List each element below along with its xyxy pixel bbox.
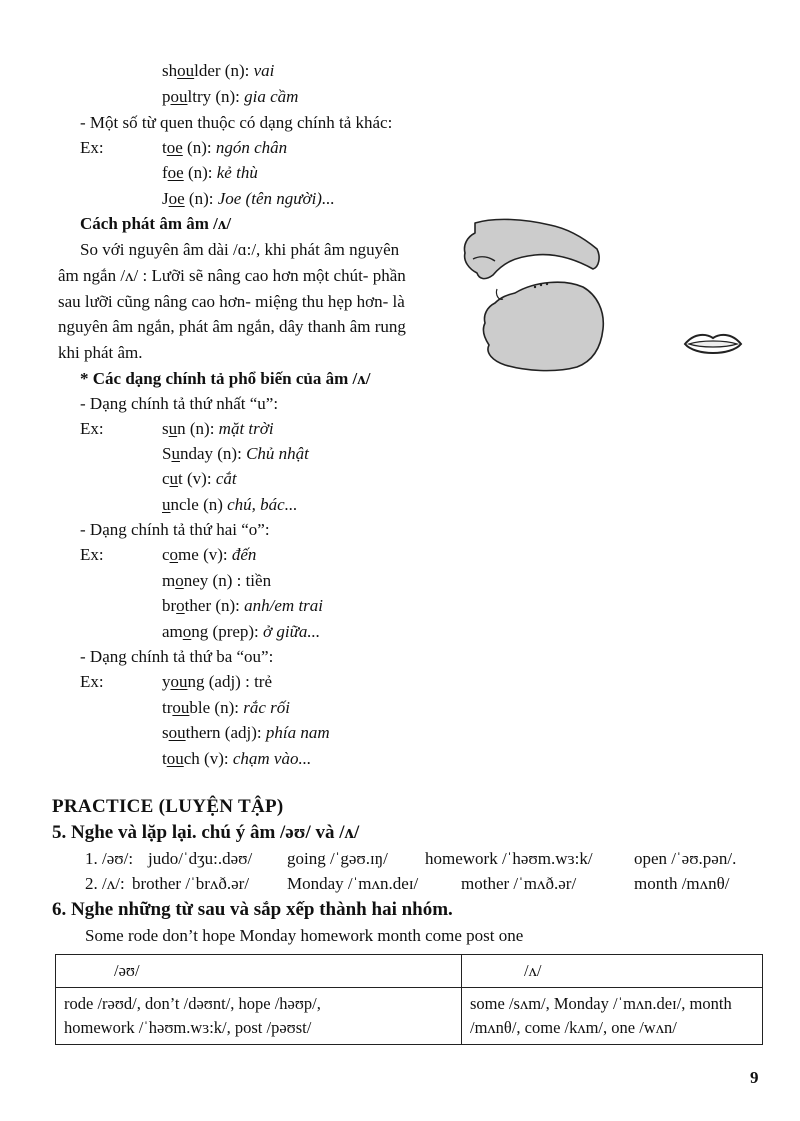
ex5-line2-label: 2. /ʌ/: bbox=[85, 874, 125, 893]
ex5-line1-label: 1. /əʊ/: bbox=[85, 849, 134, 868]
pron-heading: Cách phát âm âm /ʌ/ bbox=[80, 214, 232, 233]
table-header-row bbox=[56, 955, 763, 988]
word-poultry: poultry (n): gia cầm bbox=[162, 87, 299, 106]
exercise-6-words: Some rode don’t hope Monday homework month come post one bbox=[85, 926, 524, 945]
ex5-judo: judo/ˈdʒu:.dəʊ/ bbox=[148, 849, 253, 868]
lips-icon bbox=[683, 330, 743, 358]
exercise-6-heading: 6. Nghe những từ sau và sắp xếp thành hai nhóm. bbox=[52, 899, 453, 920]
sort-table bbox=[55, 954, 763, 1045]
col-ʌ-cell bbox=[462, 988, 763, 1045]
ex5-monday: Monday /ˈmʌn.deɪ/ bbox=[287, 874, 419, 893]
word-uncle: uncle (n) chú, bác... bbox=[162, 495, 298, 514]
ex-label: Ex: bbox=[80, 138, 104, 157]
common-forms-heading: * Các dạng chính tả phổ biến của âm /ʌ/ bbox=[80, 369, 371, 388]
pron-line-2: âm ngắn /ʌ/ : Lưỡi sẽ nâng cao hơn một chút- phần bbox=[58, 266, 406, 285]
ex5-homework: homework /ˈhəʊm.wɜ:k/ bbox=[425, 849, 593, 868]
ex5-brother: brother /ˈbrʌð.ər/ bbox=[132, 874, 250, 893]
exercise-5-heading: 5. Nghe và lặp lại. chú ý âm /əʊ/ và /ʌ/ bbox=[52, 822, 360, 843]
col-oʊ-cell bbox=[56, 988, 462, 1045]
word-shoulder: shoulder (n): vai bbox=[162, 61, 275, 80]
tongue-position-diagram bbox=[455, 215, 615, 375]
pron-line-4: nguyên âm ngắn, phát âm ngắn, dây thanh âm rung bbox=[58, 317, 406, 336]
word-touch: touch (v): chạm vào... bbox=[162, 749, 312, 768]
form1-intro: - Dạng chính tả thứ nhất “u”: bbox=[80, 394, 279, 413]
ex5-going: going /ˈgəʊ.ɪŋ/ bbox=[287, 849, 388, 868]
col-ʌ-line-2: /mʌnθ/, come /kʌm/, one /wʌn/ bbox=[470, 1018, 677, 1037]
word-money: money (n) : tiền bbox=[162, 571, 272, 590]
practice-heading: PRACTICE (LUYỆN TẬP) bbox=[52, 796, 284, 817]
pron-line-3: sau lưỡi cũng nâng cao hơn- miệng thu hẹp hơn- là bbox=[58, 292, 405, 311]
page-number: 9 bbox=[750, 1068, 759, 1087]
col-ʌ-line-1: some /sʌm/, Monday /ˈmʌn.deɪ/, month bbox=[470, 994, 732, 1013]
ex5-mother: mother /ˈmʌð.ər/ bbox=[461, 874, 577, 893]
word-sunday: Sunday (n): Chủ nhật bbox=[162, 444, 309, 463]
form2-intro: - Dạng chính tả thứ hai “o”: bbox=[80, 520, 270, 539]
col-oʊ-header: /əʊ/ bbox=[56, 955, 462, 988]
upper-jaw-shape bbox=[464, 219, 599, 278]
col-oʊ-line-1: rode /rəʊd/, don’t /dəʊnt/, hope /həʊp/, bbox=[64, 994, 321, 1013]
col-oʊ-line-2: homework /ˈhəʊm.wɜ:k/, post /pəʊst/ bbox=[64, 1018, 312, 1037]
word-among: among (prep): ở giữa... bbox=[162, 622, 321, 641]
form3-ex-label: Ex: bbox=[80, 672, 104, 691]
word-trouble: trouble (n): rắc rối bbox=[162, 698, 290, 717]
ex5-month: month /mʌnθ/ bbox=[634, 874, 730, 893]
word-come: come (v): đến bbox=[162, 545, 257, 564]
other-spelling-intro: - Một số từ quen thuộc có dạng chính tả khác: bbox=[80, 113, 393, 132]
word-joe: Joe (n): Joe (tên người)... bbox=[162, 189, 335, 208]
form1-ex-label: Ex: bbox=[80, 419, 104, 438]
word-brother: brother (n): anh/em trai bbox=[162, 596, 324, 615]
pron-line-5: khi phát âm. bbox=[58, 343, 143, 362]
col-ʌ-header: /ʌ/ bbox=[462, 955, 763, 988]
form2-ex-label: Ex: bbox=[80, 545, 104, 564]
word-southern: southern (adj): phía nam bbox=[162, 723, 330, 742]
word-toe: toe (n): ngón chân bbox=[162, 138, 288, 157]
word-sun: sun (n): mặt trời bbox=[162, 419, 274, 438]
word-cut: cut (v): cắt bbox=[162, 469, 237, 488]
lower-jaw-shape bbox=[483, 282, 603, 370]
pron-line-1: So với nguyên âm dài /ɑ:/, khi phát âm nguyên bbox=[80, 240, 400, 259]
table-row bbox=[56, 988, 763, 1045]
word-foe: foe (n): kẻ thù bbox=[162, 163, 258, 182]
ex5-open: open /ˈəʊ.pən/. bbox=[634, 849, 737, 868]
form3-intro: - Dạng chính tả thứ ba “ou”: bbox=[80, 647, 274, 666]
word-young: young (adj) : trẻ bbox=[162, 672, 273, 691]
